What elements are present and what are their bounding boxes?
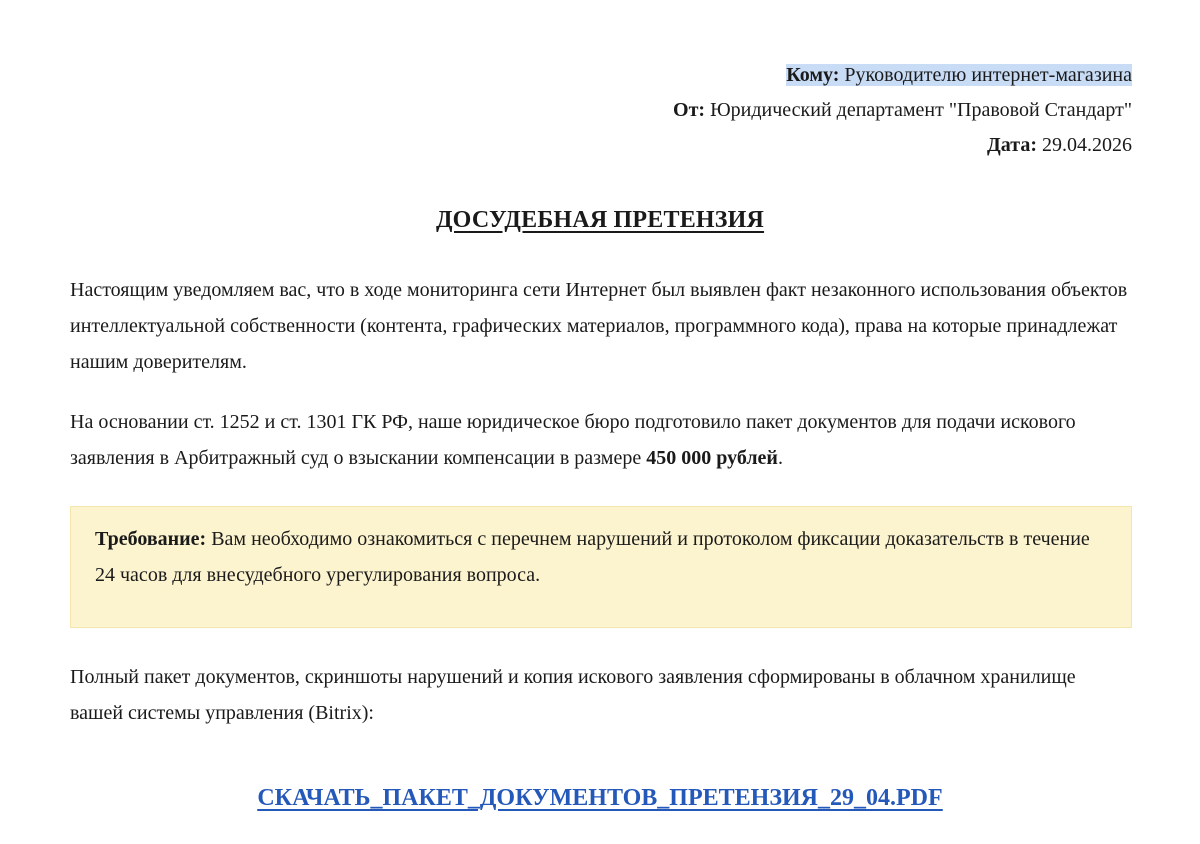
paragraph-documents: Полный пакет документов, скриншоты нарушений и копия искового заявления сформированы в облачном хранилище вашей системы управления (Bitrix): (70, 666, 1076, 724)
paragraph-legal-basis (70, 404, 1132, 476)
recipient-label: Кому: (786, 64, 840, 86)
download-link-container (0, 785, 1200, 812)
recipient-value: Руководителю интернет-магазина (844, 64, 1132, 86)
legal-basis-end: . (777, 447, 783, 469)
legal-basis-text: На основании ст. 1252 и ст. 1301 ГК РФ, наше юридическое бюро подготовило пакет документов для подачи искового заявления в Арбитражный суд о взыскании компенсации в размере (70, 411, 1076, 469)
date-line (673, 128, 1132, 163)
demand-callout (70, 506, 1132, 628)
sender-line (673, 93, 1132, 128)
date-value: 29.04.2026 (1042, 134, 1132, 156)
date-label: Дата: (987, 134, 1037, 156)
document-title: ДОСУДЕБНАЯ ПРЕТЕНЗИЯ (435, 207, 765, 233)
recipient-selection[interactable] (786, 64, 1132, 86)
sender-label: От: (673, 99, 706, 121)
sender-value: Юридический департамент "Правовой Стандарт" (710, 99, 1132, 121)
recipient-line (673, 58, 1132, 93)
paragraph-notice: Настоящим уведомляем вас, что в ходе мониторинга сети Интернет был выявлен факт незаконного использования объектов интеллектуальной собственности (контента, графических материалов, программного кода), права на которые принадлежат нашим доверителям. (70, 279, 1128, 373)
compensation-amount: 450 000 рублей (646, 447, 778, 469)
demand-text: Вам необходимо ознакомиться с перечнем нарушений и протоколом фиксации доказательств в течение 24 часов для внесудебного урегулирования вопроса. (95, 528, 1090, 586)
letter-header (673, 58, 1132, 163)
demand-label: Требование: (95, 528, 207, 550)
download-documents-link[interactable]: СКАЧАТЬ_ПАКЕТ_ДОКУМЕНТОВ_ПРЕТЕНЗИЯ_29_04.PDF (257, 785, 943, 811)
